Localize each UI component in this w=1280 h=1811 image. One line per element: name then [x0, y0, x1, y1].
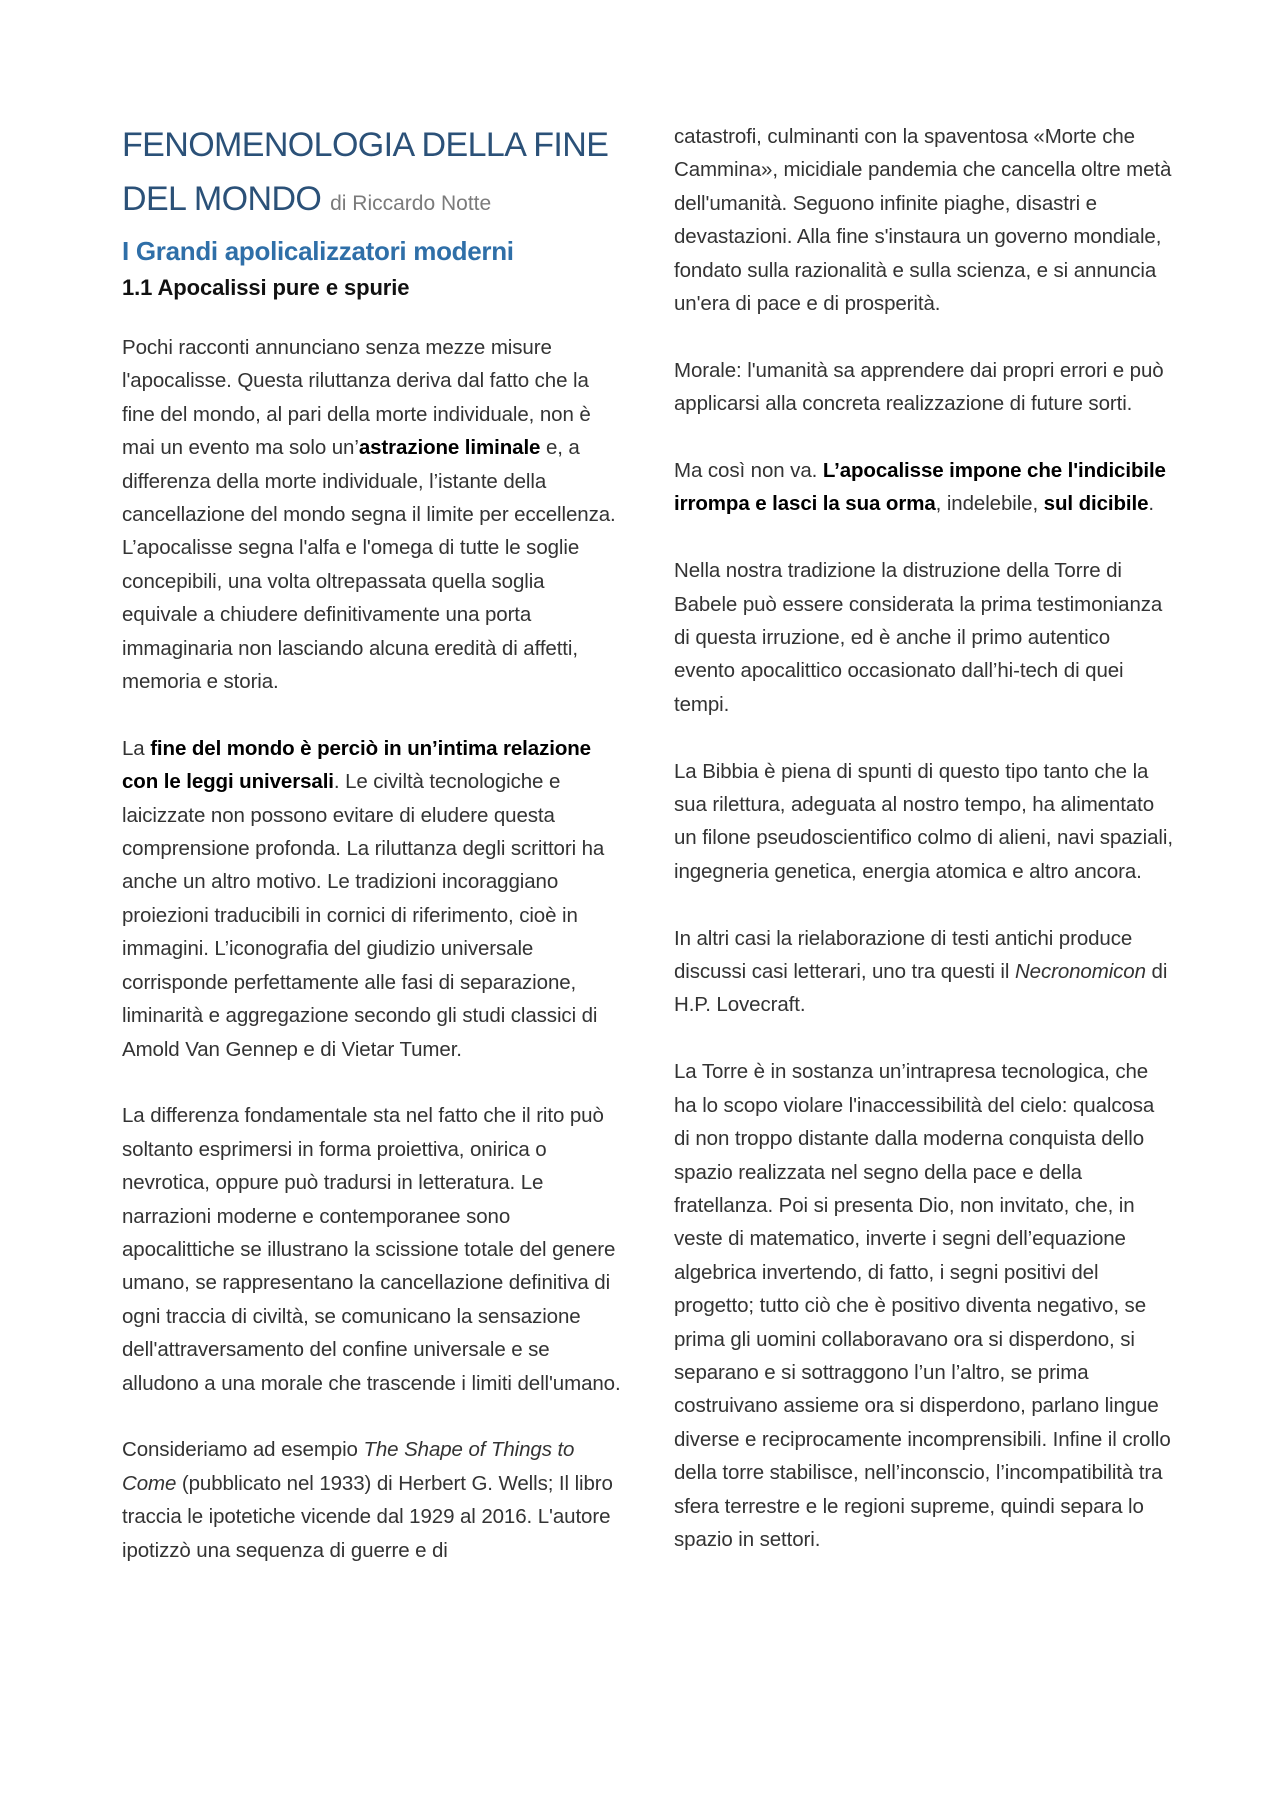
book-title: Necronomicon	[1014, 960, 1146, 984]
paragraph: La fine del mondo è perciò in un’intima relazione con le leggi universali. Le civiltà tecnologiche e laicizzate non possono evitare di eludere questa comprensione profonda. La riluttanza degli scrittori ha anche un altro motivo. Le tradizioni incoraggiano proiezioni traducibili in cornici di riferimento, cioè in immagini. L’iconografia del giudizio universale corrisponde perfettamente alle fasi di separazione, liminarità e aggregazione secondo gli studi classici di Amold Van Gennep e di Vietar Tumer.	[122, 736, 605, 1061]
paragraph: L’apocalisse segna l'alfa e l'omega di tutte le soglie concepibili, una volta oltrepassata quella soglia equivale a chiudere definitivamente una porta immaginaria non lasciando alcuna eredità di affetti, memoria e storia.	[122, 536, 580, 694]
title-line-2: DEL MONDO	[122, 180, 322, 218]
paragraph: La Torre è in sostanza un’intrapresa tecnologica, che ha lo scopo violare l'inaccessibilità del cielo: qualcosa di non troppo distante dalla moderna conquista dello spazio realizzata nel segno della pace e della fratellanza. Poi si presenta Dio, non invitato, che, in veste di matematico, inverte i segni dell’equazione algebrica invertendo, di fatto, i segni positivi del progetto; tutto ciò che è positivo diventa negativo, se prima gli uomini collaboravano ora si disperdono, si separano e si sottraggono l’un l’altro, se prima costruivano assieme ora si disperdono, parlano lingue diverse e reciprocamente incomprensibili. Infine il crollo della torre stabilisce, nell’inconscio, l’incompatibilità tra sfera terrestre e le regioni supreme, quindi separa lo spazio in settori.	[674, 1060, 1171, 1551]
paragraph: Pochi racconti annunciano senza mezze misure l'apocalisse. Questa riluttanza deriva dal fatto che la fine del mondo, al pari della morte individuale, non è mai un evento ma solo un’astrazione liminale e, a differenza della morte individuale, l’istante della cancellazione del mondo segna il limite per eccellenza.	[122, 336, 616, 527]
paragraph: Morale: l'umanità sa apprendere dai propri errori e può applicarsi alla concreta realizzazione di future sorti.	[674, 358, 1164, 416]
book-title: The Shape of Things to Come	[122, 1438, 575, 1495]
bold-phrase: astrazione liminale	[358, 436, 541, 460]
paragraph: La differenza fondamentale sta nel fatto che il rito può soltanto esprimersi in forma proiettiva, onirica o nevrotica, oppure può tradursi in letteratura. Le narrazioni moderne e contemporanee sono apocalittiche se illustrano la scissione totale del genere umano, se rappresentano la cancellazione definitiva di ogni traccia di civiltà, se comunicano la sensazione dell'attraversamento del confine universale e se alludono a una morale che trascende i limiti dell'umano.	[122, 1104, 621, 1395]
author-byline: di Riccardo Notte	[330, 192, 492, 215]
right-column	[674, 120, 1174, 1590]
section-heading: 1.1 Apocalissi pure e spurie	[122, 275, 410, 300]
chapter-heading: I Grandi apolicalizzatori moderni	[122, 236, 514, 266]
bold-phrase: L’apocalisse impone che l'indicibile irrompa e lasci la sua orma	[674, 459, 1166, 516]
article-title	[122, 118, 622, 231]
paragraph: Consideriamo ad esempio The Shape of Things to Come (pubblicato nel 1933) di Herbert G. Wells; Il libro traccia le ipotetiche vicende dal 1929 al 2016. L'autore ipotizzò una sequenza di guerre e di	[122, 1438, 613, 1562]
full-title	[0, 0, 1, 1]
left-column	[122, 118, 622, 1600]
paragraph: Nella nostra tradizione la distruzione della Torre di Babele può essere considerata la prima testimonianza di questa irruzione, ed è anche il primo autentico evento apocalittico occasionato dall’hi-tech di quei tempi.	[674, 559, 1163, 716]
paragraph: In altri casi la rielaborazione di testi antichi produce discussi casi letterari, uno tra questi il Necronomicon di H.P. Lovecraft.	[674, 926, 1168, 1017]
paragraph: catastrofi, culminanti con la spaventosa «Morte che Cammina», micidiale pandemia che cancella oltre metà dell'umanità. Seguono infinite piaghe, disastri e devastazioni. Alla fine s'instaura un governo mondiale, fondato sulla razionalità e sulla scienza, e si annuncia un'era di pace e di prosperità.	[674, 125, 1172, 316]
paragraph: Ma così non va. L’apocalisse impone che l'indicibile irrompa e lasci la sua orma, indelebile, sul dicibile.	[674, 459, 1166, 516]
bold-phrase: fine del mondo è perciò in un’intima relazione con le leggi universali	[122, 736, 591, 794]
paragraph: La Bibbia è piena di spunti di questo tipo tanto che la sua rilettura, adeguata al nostro tempo, ha alimentato un filone pseudoscientifico colmo di alieni, navi spaziali, ingegneria genetica, energia atomica e altro ancora.	[674, 759, 1173, 883]
title-line-1: FENOMENOLOGIA DELLA FINE	[122, 126, 609, 164]
bold-phrase: sul dicibile	[1043, 492, 1149, 516]
